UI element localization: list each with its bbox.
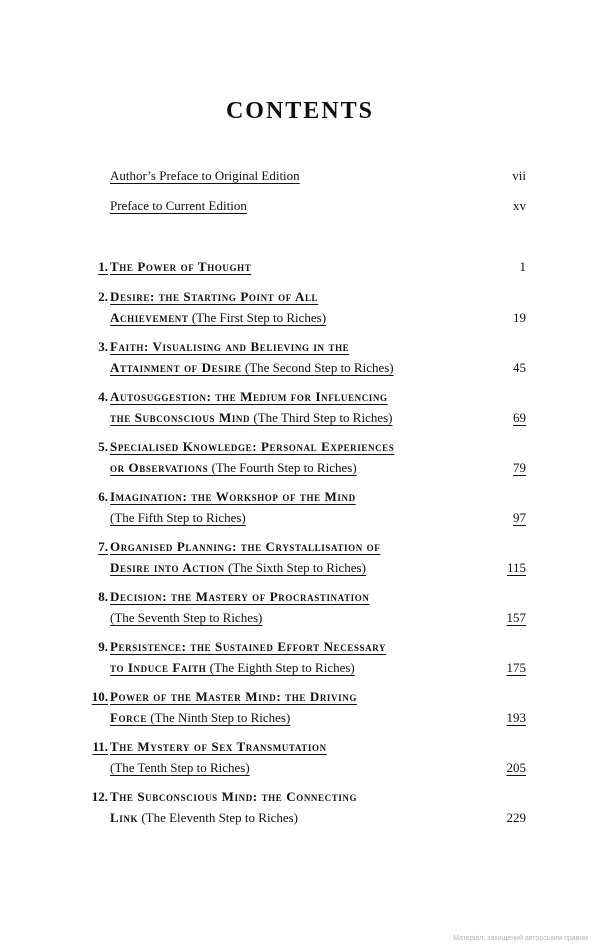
toc-entry-1[interactable] [80,256,526,277]
toc-entry-9[interactable] [80,636,526,678]
page-number: 69 [513,410,526,425]
toc-entry-8[interactable] [80,586,526,628]
chapter-subtitle: (The First Step to Riches) [191,310,327,325]
page-number: 79 [513,460,526,475]
chapter-number: 12. [91,789,108,804]
page-number: 205 [506,760,526,775]
chapter-number: 5. [98,439,108,454]
chapter-subtitle: (The Fifth Step to Riches) [110,510,246,525]
page-title: CONTENTS [225,98,375,124]
toc-entry-3[interactable] [80,336,526,378]
chapter-subtitle: (The Eighth Step to Riches) [209,660,355,675]
preface-entry-current[interactable] [110,198,526,214]
chapter-subtitle: (The Eleventh Step to Riches) [141,810,299,825]
chapter-subtitle: (The Third Step to Riches) [253,410,393,425]
chapter-heading-cont[interactable]: the Subconscious Mind [110,410,251,425]
toc-entry-11[interactable] [80,736,526,778]
toc-entry-5[interactable] [80,436,526,478]
chapter-heading[interactable]: Desire: the Starting Point of All [110,289,319,304]
toc-entry-4[interactable] [80,386,526,428]
chapter-number: 6. [98,489,108,504]
chapter-subtitle: (The Sixth Step to Riches) [227,560,366,575]
page-number: 175 [506,660,526,675]
preface-link[interactable]: Preface to Current Edition [110,198,247,213]
preface-entry-author[interactable] [110,168,526,184]
chapter-heading[interactable]: The Power of Thought [110,259,252,274]
chapter-subtitle: (The Seventh Step to Riches) [110,610,263,625]
chapter-heading[interactable]: Specialised Knowledge: Personal Experiences [110,439,395,454]
chapter-heading-cont[interactable]: Achievement [110,310,189,325]
chapter-heading-cont[interactable]: to Induce Faith [110,660,207,675]
chapter-heading[interactable]: Persistence: the Sustained Effort Necessary [110,639,387,654]
page-number: 115 [506,560,526,575]
chapter-heading-cont[interactable]: Attainment of Desire [110,360,242,375]
page-number: vii [512,168,526,183]
chapter-heading[interactable]: The Subconscious Mind: the Connecting [110,789,358,804]
chapter-number: 3. [98,339,108,354]
toc-entry-12[interactable] [80,786,526,828]
chapter-number: 9. [98,639,108,654]
chapter-heading[interactable]: Power of the Master Mind: the Driving [110,689,357,704]
toc-entry-6[interactable] [80,486,526,528]
chapter-heading-cont[interactable]: Desire into Action [110,560,225,575]
chapter-subtitle: (The Fourth Step to Riches) [211,460,357,475]
chapter-heading-cont[interactable]: or Observations [110,460,209,475]
toc-entry-10[interactable] [80,686,526,728]
page-number: 97 [513,510,526,525]
chapter-subtitle: (The Ninth Step to Riches) [150,710,291,725]
chapter-number: 7. [98,539,108,554]
chapter-heading[interactable]: Imagination: the Workshop of the Mind [110,489,356,504]
page-number: 1 [519,259,526,274]
page-number: 229 [506,810,526,825]
chapter-heading[interactable]: Organised Planning: the Crystallisation of [110,539,381,554]
copyright-watermark: Матеріал, захищений авторським правом [453,935,588,942]
chapter-heading[interactable]: The Mystery of Sex Transmutation [110,739,327,754]
chapter-number: 10. [91,689,108,704]
page-number: 157 [506,610,526,625]
chapter-number: 4. [98,389,108,404]
chapter-subtitle: (The Second Step to Riches) [244,360,394,375]
chapter-heading-cont[interactable]: Link [110,810,139,825]
chapter-subtitle: (The Tenth Step to Riches) [110,760,250,775]
chapter-heading[interactable]: Decision: the Mastery of Procrastination [110,589,370,604]
chapter-heading-cont[interactable]: Force [110,710,147,725]
chapter-heading[interactable]: Autosuggestion: the Medium for Influencing [110,389,388,404]
toc-entry-2[interactable] [80,286,526,328]
page-number: 19 [513,310,526,325]
preface-link[interactable]: Author’s Preface to Original Edition [110,168,300,183]
page-number: 45 [513,360,526,375]
chapter-number: 1. [98,259,108,274]
page-number: xv [513,198,526,213]
chapter-number: 2. [98,289,108,304]
chapter-number: 11. [92,739,108,754]
chapter-number: 8. [98,589,108,604]
chapter-heading[interactable]: Faith: Visualising and Believing in the [110,339,350,354]
page-number: 193 [506,710,526,725]
toc-entry-7[interactable] [80,536,526,578]
